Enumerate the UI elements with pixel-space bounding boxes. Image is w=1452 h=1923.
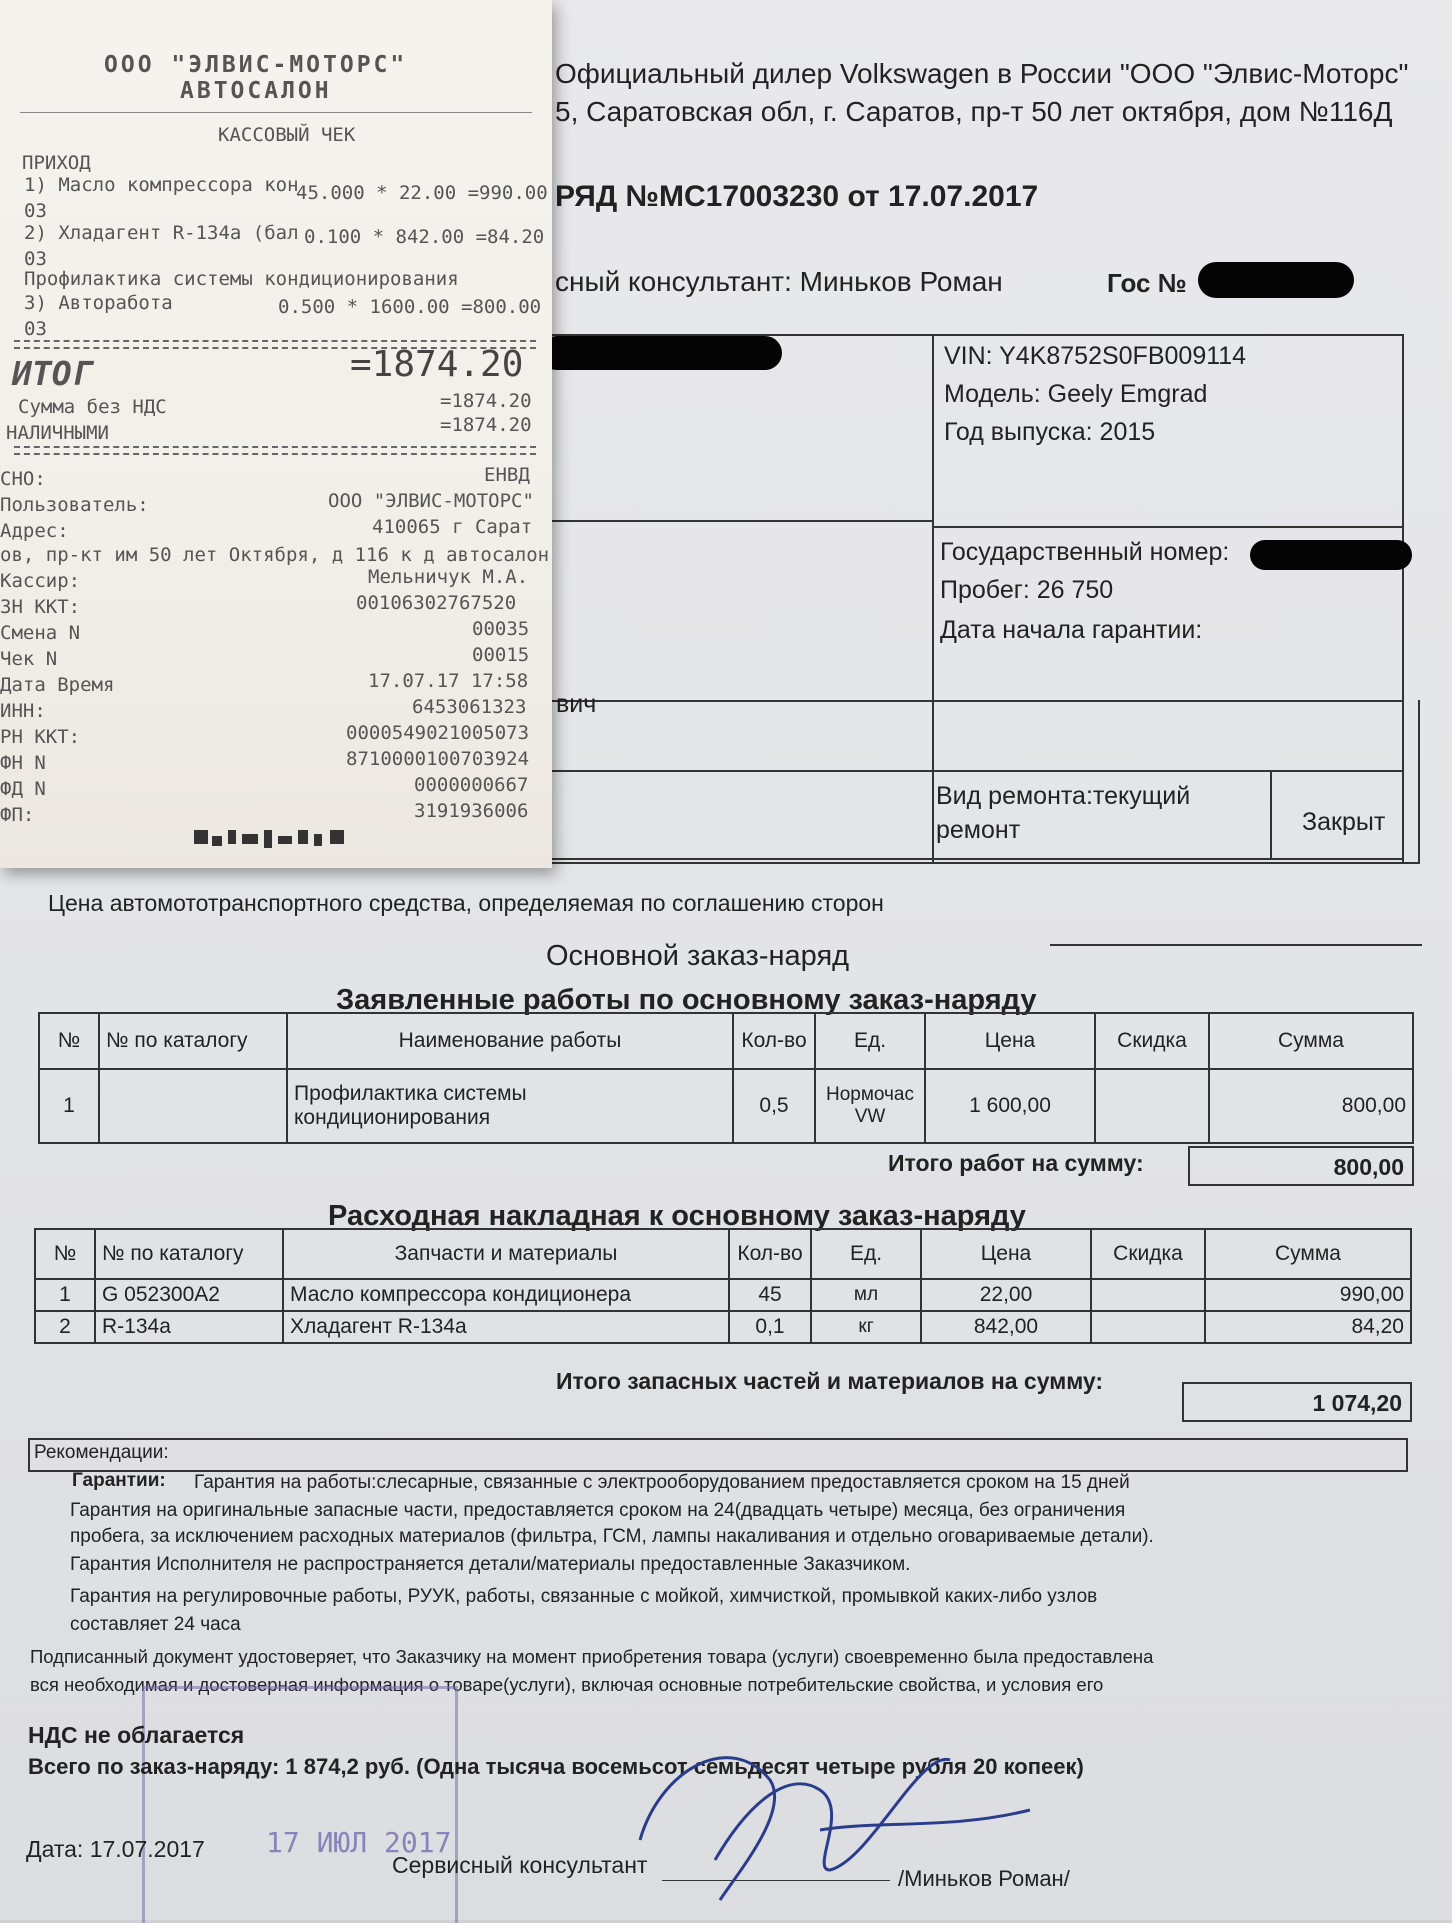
consultant-sign-label: Сервисный консультант — [392, 1852, 648, 1878]
table-row — [35, 1279, 1411, 1311]
receipt-info-key: Дата Время — [0, 674, 115, 696]
works-header-name: Наименование работы — [287, 1013, 733, 1069]
guarantee-line-2: Гарантия на оригинальные запасные части, предоставляется сроком на 24(двадцать четыре) месяца, без ограничения — [70, 1500, 1126, 1521]
parts-header-discount: Скидка — [1091, 1229, 1205, 1279]
parts-header-sum: Сумма — [1205, 1229, 1411, 1279]
frame-left-mid — [552, 520, 932, 522]
parts-row-1-n: 1 — [35, 1279, 95, 1311]
guarantees-label: Гарантии: — [72, 1470, 166, 1491]
receipt-divider — [20, 112, 532, 113]
works-row-discount — [1095, 1069, 1209, 1143]
works-row-catalog — [99, 1069, 287, 1143]
receipt-info-key: Смена N — [0, 622, 81, 644]
receipt-total: =1874.20 — [350, 344, 524, 385]
guarantee-line-5: Гарантия на регулировочные работы, РУУК, работы, связанные с мойкой, химчисткой, промывкой каких-либо узлов — [70, 1586, 1098, 1607]
frame-divider — [932, 334, 934, 864]
cash-receipt — [0, 0, 552, 868]
price-underline — [1050, 944, 1422, 946]
order-title: РЯД №МС17003230 от 17.07.2017 — [555, 180, 1039, 213]
price-note: Цена автомототранспортного средства, определяемая по соглашению сторон — [48, 890, 884, 916]
frame-right — [1402, 334, 1404, 864]
receipt-info-value: 8710000100703924 — [346, 748, 530, 770]
repair-type-line-2: ремонт — [936, 816, 1021, 844]
redaction-gos — [1198, 262, 1354, 298]
works-row-name — [287, 1069, 733, 1143]
parts-total: 1 074,20 — [1182, 1382, 1412, 1422]
receipt-info-key: ФН N — [0, 752, 46, 774]
receipt-info-address: ов, пр-кт им 50 лет Октября, д 116 к д автосалон — [0, 544, 550, 566]
guarantee-line-1: Гарантия на работы:слесарные, связанные с электрооборудованием предоставляется сроком на 15 дней — [194, 1472, 1130, 1493]
receipt-item-1-calc: 45.000 * 22.00 =990.00 — [296, 182, 548, 204]
frame-outer-right — [1418, 700, 1420, 864]
receipt-cash-label: НАЛИЧНЫМИ — [6, 422, 109, 444]
recommendations-box — [28, 1438, 1408, 1472]
works-table — [38, 1012, 1414, 1144]
redaction-client — [540, 336, 782, 370]
frame-lower — [552, 700, 1404, 702]
works-row-qty: 0,5 — [733, 1069, 815, 1143]
client-fragment: вич — [556, 690, 597, 718]
parts-header-n: № — [35, 1229, 95, 1279]
receipt-cash: =1874.20 — [440, 414, 532, 436]
receipt-info-value: Мельничук М.А. — [368, 566, 529, 588]
status: Закрыт — [1302, 808, 1386, 836]
dealer-address: 5, Саратовская обл, г. Саратов, пр-т 50 лет октября, дом №116Д — [555, 96, 1393, 127]
vin: VIN: Y4K8752S0FB009114 — [944, 342, 1247, 370]
parts-row-2-price: 842,00 — [921, 1311, 1091, 1343]
parts-header-price: Цена — [921, 1229, 1091, 1279]
works-header-qty: Кол-во — [733, 1013, 815, 1069]
receipt-company: ООО "ЭЛВИС-МОТОРС" — [104, 52, 408, 78]
parts-header-unit: Ед. — [811, 1229, 921, 1279]
receipt-info-value: 00035 — [472, 618, 530, 640]
works-total: 800,00 — [1188, 1146, 1414, 1186]
signed-line-1: Подписанный документ удостоверяет, что Заказчику на момент приобретения товара (услуги) своевременно была предоставлена — [30, 1646, 1154, 1667]
parts-row-2-discount — [1091, 1311, 1205, 1343]
receipt-total-label: ИТОГ — [12, 354, 92, 393]
works-row-n: 1 — [39, 1069, 99, 1143]
works-row-price: 1 600,00 — [925, 1069, 1095, 1143]
receipt-info-value: 0000000667 — [414, 774, 529, 796]
receipt-info-value: 17.07.17 17:58 — [368, 670, 529, 692]
receipt-novat-label: Сумма без НДС — [18, 396, 167, 418]
table-row — [39, 1069, 1413, 1143]
consultant-line: сный консультант: Миньков Роман — [555, 266, 1003, 297]
parts-title: Расходная накладная к основному заказ-наряду — [328, 1200, 1026, 1232]
receipt-salon: АВТОСАЛОН — [180, 78, 332, 104]
receipt-info-value: 3191936006 — [414, 800, 529, 822]
year: Год выпуска: 2015 — [944, 418, 1156, 446]
consultant-name: /Миньков Роман/ — [898, 1866, 1070, 1891]
warranty-start: Дата начала гарантии: — [940, 616, 1203, 644]
repair-type-line-1: Вид ремонта:текущий — [936, 782, 1191, 810]
parts-row-1-unit: мл — [811, 1279, 921, 1311]
receipt-info-value: ООО "ЭЛВИС-МОТОРС" — [328, 490, 534, 512]
parts-total-label: Итого запасных частей и материалов на сумму: — [556, 1368, 1104, 1394]
works-header-discount: Скидка — [1095, 1013, 1209, 1069]
parts-row-2-n: 2 — [35, 1311, 95, 1343]
works-title: Заявленные работы по основному заказ-наряду — [336, 984, 1037, 1016]
state-number-label: Государственный номер: — [940, 538, 1230, 566]
works-row-unit-1: Нормочас — [825, 1084, 915, 1105]
parts-row-1-price: 22,00 — [921, 1279, 1091, 1311]
works-row-unit — [815, 1069, 925, 1143]
receipt-item-3-code: 03 — [24, 318, 47, 340]
frame-status-divider — [1270, 770, 1272, 860]
works-header-n: № — [39, 1013, 99, 1069]
receipt-info-key: ФП: — [0, 804, 35, 826]
main-order-title: Основной заказ-наряд — [546, 940, 850, 972]
qr-code-icon — [194, 828, 344, 852]
receipt-info-value: 6453061323 — [412, 696, 527, 718]
parts-row-1-sum: 990,00 — [1205, 1279, 1411, 1311]
receipt-novat: =1874.20 — [440, 390, 532, 412]
parts-row-2-name: Хладагент R-134a — [283, 1311, 729, 1343]
frame-repair-top — [552, 770, 1404, 772]
guarantee-line-6: составляет 24 часа — [70, 1614, 241, 1635]
receipt-info-key: СНО: — [0, 468, 46, 490]
works-row-name-1: Профилактика системы — [294, 1082, 527, 1105]
parts-header-qty: Кол-во — [729, 1229, 811, 1279]
frame-bottom — [552, 858, 1404, 860]
parts-row-1-discount — [1091, 1279, 1205, 1311]
grand-total: Всего по заказ-наряду: 1 874,2 руб. (Одна тысяча восемьсот семьдесят четыре рубля 20 копеек) — [28, 1754, 1084, 1779]
receipt-info-key: ИНН: — [0, 700, 46, 722]
frame-top — [552, 334, 1404, 336]
receipt-info-key: Пользователь: — [0, 494, 149, 516]
guarantee-line-3: пробега, за исключением расходных материалов (фильтра, ГСМ, лампы накаливания и отдельно оговариваемые детали). — [70, 1526, 1154, 1547]
parts-row-1-qty: 45 — [729, 1279, 811, 1311]
receipt-info-key: РН ККТ: — [0, 726, 81, 748]
works-header-unit: Ед. — [815, 1013, 925, 1069]
gos-label: Гос № — [1107, 268, 1187, 298]
works-header-sum: Сумма — [1209, 1013, 1413, 1069]
receipt-info-key: Адрес: — [0, 520, 69, 542]
works-header-catalog: № по каталогу — [99, 1013, 287, 1069]
stamp-date: 17 ИЮЛ 2017 — [266, 1826, 452, 1859]
works-row-sum: 800,00 — [1209, 1069, 1413, 1143]
receipt-item-1-name: 1) Масло компрессора кон — [24, 174, 299, 196]
parts-header-name: Запчасти и материалы — [283, 1229, 729, 1279]
receipt-info-value: 00015 — [472, 644, 530, 666]
dealer-line: Официальный дилер Volkswagen в России "ООО "Элвис-Моторс" — [555, 58, 1409, 89]
receipt-separator-2 — [14, 446, 536, 455]
redaction-state-number — [1250, 540, 1412, 570]
receipt-item-2-name: 2) Хладагент R-134a (бал — [24, 222, 299, 244]
receipt-info-value: ЕНВД — [484, 464, 530, 486]
receipt-info-value: 0000549021005073 — [346, 722, 530, 744]
parts-row-2-unit: кг — [811, 1311, 921, 1343]
vat-note: НДС не облагается — [28, 1722, 245, 1748]
mileage: Пробег: 26 750 — [940, 576, 1114, 604]
works-total-label: Итого работ на сумму: — [888, 1150, 1144, 1176]
receipt-item-1-code: 03 — [24, 200, 47, 222]
parts-row-1-catalog: G 052300A2 — [95, 1279, 283, 1311]
guarantee-line-4: Гарантия Исполнителя не распространяется детали/материалы предоставленные Заказчиком. — [70, 1554, 911, 1575]
receipt-item-3-calc: 0.500 * 1600.00 =800.00 — [278, 296, 542, 318]
receipt-item-2-calc: 0.100 * 842.00 =84.20 — [304, 226, 545, 248]
parts-row-2-sum: 84,20 — [1205, 1311, 1411, 1343]
date: Дата: 17.07.2017 — [26, 1836, 205, 1862]
receipt-info-key: Чек N — [0, 648, 58, 670]
parts-header-catalog: № по каталогу — [95, 1229, 283, 1279]
parts-row-2-qty: 0,1 — [729, 1311, 811, 1343]
receipt-info-key: ФД N — [0, 778, 46, 800]
receipt-item-2-code: 03 — [24, 248, 47, 270]
recommendations-label: Рекомендации: — [34, 1442, 169, 1463]
signed-line-2: вся необходимая и достоверная информация о товаре(услуги), включая основные потребительские свойства, и условия его — [30, 1674, 1104, 1695]
receipt-info-key: Кассир: — [0, 570, 81, 592]
works-row-unit-2: VW — [854, 1106, 886, 1127]
works-header-price: Цена — [925, 1013, 1095, 1069]
receipt-info-value: 00106302767520 — [356, 592, 517, 614]
receipt-income: ПРИХОД — [22, 152, 91, 174]
works-row-name-2: кондиционирования — [294, 1106, 491, 1129]
frame-mid — [932, 526, 1404, 528]
receipt-item-2-desc: Профилактика системы кондиционирования — [24, 268, 459, 290]
receipt-info-key: ЗН ККТ: — [0, 596, 81, 618]
parts-row-1-name: Масло компрессора кондиционера — [283, 1279, 729, 1311]
table-row — [35, 1311, 1411, 1343]
receipt-item-3-name: 3) Авторабота — [24, 292, 173, 314]
parts-row-2-catalog: R-134a — [95, 1311, 283, 1343]
receipt-info-value: 410065 г Сарат — [372, 516, 533, 538]
model: Модель: Geely Emgrad — [944, 380, 1208, 408]
signature-mark — [620, 1710, 1060, 1920]
parts-table — [34, 1228, 1412, 1344]
receipt-doc-type: КАССОВЫЙ ЧЕК — [218, 124, 356, 146]
